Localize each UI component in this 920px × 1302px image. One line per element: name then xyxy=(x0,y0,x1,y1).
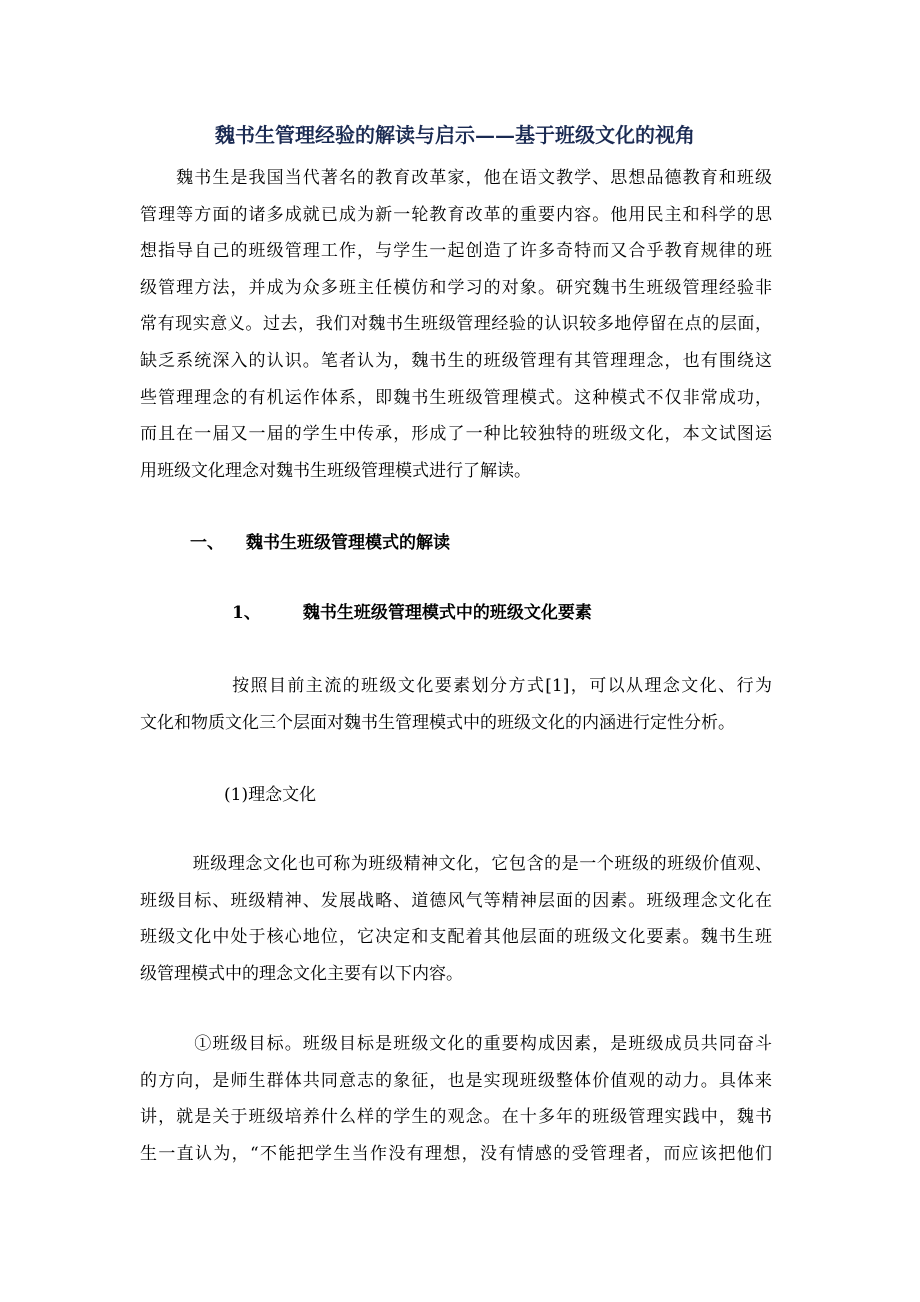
intro-paragraph xyxy=(140,160,772,489)
paragraph-line: 班级文化中处于核心地位，它决定和支配着其他层面的班级文化要素。魏书生班 xyxy=(140,927,772,948)
subsection-heading-1 xyxy=(232,598,592,628)
paragraph-line: 讲，就是关于班级培养什么样的学生的观念。在十多年的班级管理实践中，魏书 xyxy=(140,1107,772,1128)
document-title: 魏书生管理经验的解读与启示——基于班级文化的视角 xyxy=(215,123,695,147)
item-label-concept-culture: (1)理念文化 xyxy=(224,785,317,805)
section-label: 魏书生班级管理模式的解读 xyxy=(246,533,450,553)
intro-line: 常有现实意义。过去，我们对魏书生班级管理经验的认识较多地停留在点的层面， xyxy=(140,314,772,335)
intro-line: 些管理理念的有机运作体系，即魏书生班级管理模式。这种模式不仅非常成功， xyxy=(140,387,772,408)
paragraph-2 xyxy=(140,668,772,741)
paragraph-line: 生一直认为，“不能把学生当作没有理想，没有情感的受管理者，而应该把他们 xyxy=(140,1143,772,1164)
paragraph-3 xyxy=(140,846,772,992)
subsection-label: 魏书生班级管理模式中的班级文化要素 xyxy=(302,603,592,623)
section-number: 一、 xyxy=(190,533,224,553)
intro-line: 而且在一届又一届的学生中传承，形成了一种比较独特的班级文化，本文试图运 xyxy=(140,424,772,445)
intro-line: 管理等方面的诸多成就已成为新一轮教育改革的重要内容。他用民主和科学的思 xyxy=(140,204,772,225)
paragraph-line: 班级目标、班级精神、发展战略、道德风气等精神层面的因素。班级理念文化在 xyxy=(140,890,772,911)
intro-line: 用班级文化理念对魏书生班级管理模式进行了解读。 xyxy=(140,460,531,481)
paragraph-line: ①班级目标。班级目标是班级文化的重要构成因素，是班级成员共同奋斗 xyxy=(140,1034,772,1054)
paragraph-line: 按照目前主流的班级文化要素划分方式[1]，可以从理念文化、行为 xyxy=(140,676,772,696)
intro-line: 魏书生是我国当代著名的教育改革家，他在语文教学、思想品德教育和班级 xyxy=(140,168,772,188)
paragraph-line: 文化和物质文化三个层面对魏书生管理模式中的班级文化的内涵进行定性分析。 xyxy=(140,712,735,733)
intro-line: 缺乏系统深入的认识。笔者认为，魏书生的班级管理有其管理理念，也有围绕这 xyxy=(140,350,772,371)
intro-line: 想指导自己的班级管理工作，与学生一起创造了许多奇特而又合乎教育规律的班 xyxy=(140,241,772,262)
paragraph-line: 班级理念文化也可称为班级精神文化，它包含的是一个班级的班级价值观、 xyxy=(140,854,772,874)
paragraph-line: 级管理模式中的理念文化主要有以下内容。 xyxy=(140,963,463,984)
paragraph-line: 的方向，是师生群体共同意志的象征，也是实现班级整体价值观的动力。具体来 xyxy=(140,1070,772,1091)
intro-line: 级管理方法，并成为众多班主任模仿和学习的对象。研究魏书生班级管理经验非 xyxy=(140,277,772,298)
subsection-number: 1、 xyxy=(232,603,261,623)
paragraph-4 xyxy=(140,1026,772,1172)
section-heading-1 xyxy=(190,528,450,558)
